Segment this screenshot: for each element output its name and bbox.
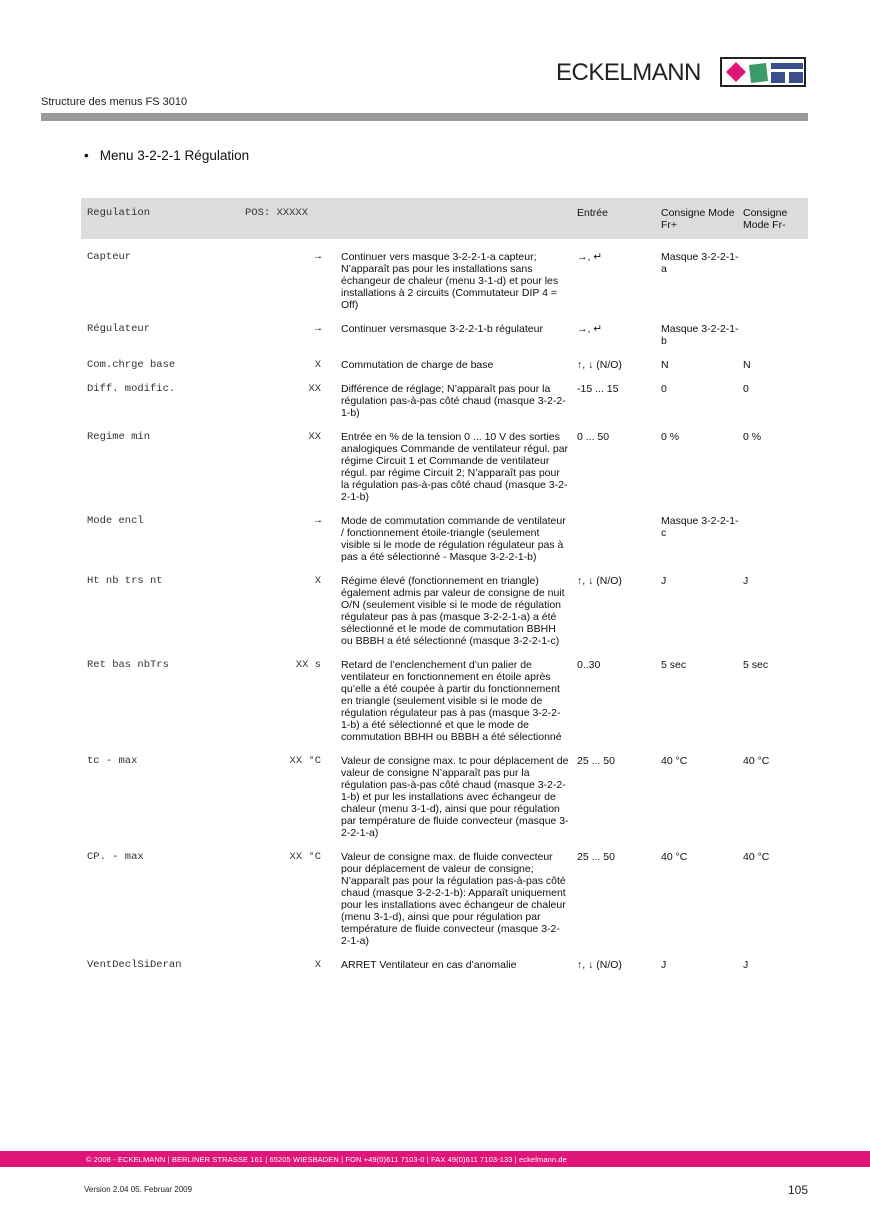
table-row (81, 647, 808, 743)
logo-squares-icon (722, 59, 806, 85)
table-row (81, 347, 808, 371)
row-name: Capteur (87, 251, 132, 263)
header-input: Entrée (577, 198, 661, 239)
row-frminus (743, 311, 808, 347)
header-pos: POS: XXXXX (237, 198, 329, 239)
row-unit: X (314, 959, 321, 971)
header-frminus: Consigne Mode Fr- (743, 198, 808, 239)
row-input: ↑, ↓ (N/O) (577, 575, 622, 587)
table-row (81, 371, 808, 419)
row-frplus: 40 °C (661, 755, 688, 767)
row-frplus: 5 sec (661, 659, 687, 671)
row-input: 25 ... 50 (577, 755, 615, 767)
table-row (81, 239, 808, 311)
row-name: Ht nb trs nt (87, 575, 163, 587)
row-description: ARRET Ventilateur en cas d’anomalie (341, 959, 517, 971)
row-frminus (743, 503, 808, 563)
section-heading (84, 148, 249, 163)
row-frminus: N (743, 359, 751, 371)
row-frplus: Masque 3-2-2-1-c (661, 515, 739, 539)
row-frminus (743, 239, 808, 311)
row-description: Différence de réglage; N’apparaît pas pour la régulation pas-à-pas côté chaud (masque 3-2-2-1-b) (341, 383, 566, 419)
section-title: Menu 3-2-2-1 Régulation (99, 148, 250, 163)
row-input: ↑, ↓ (N/O) (577, 959, 622, 971)
row-unit: X (314, 575, 321, 587)
row-frminus: 5 sec (743, 659, 769, 671)
row-frminus: 0 (743, 383, 749, 395)
row-input: 0 ... 50 (577, 431, 610, 443)
version-info: Version 2.04 05. Februar 2009 (84, 1185, 193, 1194)
row-name: Com.chrge base (87, 359, 176, 371)
table-row (81, 947, 808, 971)
row-description: Commutation de charge de base (341, 359, 494, 371)
row-frplus: 40 °C (661, 851, 688, 863)
footer-address: © 2008 - ECKELMANN | BERLINER STRASSE 161 | 65205 WIESBADEN | FON +49(0)611 7103-0 | FAX 49(0)611 7103-133 | eckelmann.de (86, 1155, 567, 1164)
row-frplus: Masque 3-2-2-1-a (661, 251, 739, 275)
row-description: Continuer versmasque 3-2-2-1-b régulateur (341, 323, 543, 335)
table-body (81, 239, 808, 971)
row-description: Retard de l’enclenchement d’un palier de ventilateur en fonctionnement en étoile après qu’elle a été coupée à partir du fonctionnement en triangle (seulement visible si le mode de régulation régulateur pas à pas (masque 3-2-2-1-b) a été sélectionné et que le mode de commutation BBHH ou BBBH a été sélectionné (341, 659, 562, 743)
menu-table (81, 198, 808, 971)
row-name: Mode encl (87, 515, 144, 527)
row-unit: XX °C (289, 755, 321, 767)
row-input: 25 ... 50 (577, 851, 615, 863)
row-frplus: Masque 3-2-2-1-b (661, 323, 739, 347)
header-desc (329, 198, 577, 239)
row-unit: → (314, 323, 321, 335)
table-row (81, 311, 808, 347)
row-name: VentDeclSiDeran (87, 959, 182, 971)
row-unit: XX (308, 383, 321, 395)
header-name: Regulation (81, 198, 237, 239)
page-header-title: Structure des menus FS 3010 (41, 96, 188, 108)
row-frminus: J (743, 959, 749, 971)
row-name: Diff. modific. (87, 383, 176, 395)
table-row (81, 743, 808, 839)
row-description: Valeur de consigne max. de fluide convecteur pour déplacement de valeur de consigne; N’apparaît pas pour la régulation pas-à-pas côté chaud (masque 3-2-2-1-b): Apparaît uniquement pour les installations avec échangeur de chaleur (menu 3-1-d), ainsi que pour régulation par température de fluide convecteur (masque 3-2-2-1-a) (341, 851, 566, 947)
row-unit: XX °C (289, 851, 321, 863)
row-frplus: 0 % (661, 431, 680, 443)
row-frplus: J (661, 575, 667, 587)
eckelmann-logo (556, 57, 701, 89)
table-row (81, 503, 808, 563)
row-input: 0..30 (577, 659, 601, 671)
row-frplus: J (661, 959, 667, 971)
row-name: tc - max (87, 755, 138, 767)
row-unit: X (314, 359, 321, 371)
row-description: Valeur de consigne max. tc pour déplacement de valeur de consigne N’apparaît pas pur la régulation pas-à-pas côté chaud (masque 3-2-2-1-b) et pur les installations avec échangeur de chaleur (menu 3-1-d), ainsi que pour régulation par température de fluide convecteur (masque 3-2-2-1-a) (341, 755, 569, 839)
table-row (81, 419, 808, 503)
row-name: CP. - max (87, 851, 144, 863)
bullet: • (84, 148, 89, 163)
row-frminus: 0 % (743, 431, 762, 443)
row-unit: → (314, 515, 321, 527)
row-description: Continuer vers masque 3-2-2-1-a capteur; N’apparaît pas pour les installations sans échangeur de chaleur (menu 3-1-d) et pour les installations à 2 circuits (Commutateur DIP 4 = Off) (341, 251, 559, 311)
row-input: →, ↵ (577, 323, 603, 335)
row-frminus: 40 °C (743, 755, 770, 767)
row-unit: XX (308, 431, 321, 443)
logo-text: ECKELMANN (556, 59, 701, 86)
row-input: ↑, ↓ (N/O) (577, 359, 622, 371)
row-input: -15 ... 15 (577, 383, 619, 395)
row-frplus: 0 (661, 383, 667, 395)
row-input: →, ↵ (577, 251, 603, 263)
header-rule (41, 113, 808, 121)
row-description: Entrée en % de la tension 0 ... 10 V des sorties analogiques Commande de ventilateur régul. par régime Circuit 1 et Commande de ventilateur régul. par régime Circuit 2; N’apparaît pas pour la régulation pas-à-pas côté chaud (masque 3-2-2-1-b) (341, 431, 569, 503)
table-row (81, 839, 808, 947)
row-name: Régulateur (87, 323, 151, 335)
row-description: Régime élevé (fonctionnement en triangle) également admis par valeur de consigne de nuit O/N (seulement visible si le mode de régulation régulateur pas à pas (masque 3-2-2-1-a) a été sélectionné et le mode de commutation BBHH ou BBBH a été sélectionné (masque 3-2-2-1-c) (341, 575, 565, 647)
row-frplus: N (661, 359, 669, 371)
table-header-row (81, 198, 808, 239)
header-frplus: Consigne Mode Fr+ (661, 198, 743, 239)
row-frminus: 40 °C (743, 851, 770, 863)
page-number: 105 (787, 1183, 808, 1197)
row-unit: → (314, 251, 321, 263)
table-row (81, 563, 808, 647)
row-description: Mode de commutation commande de ventilateur / fonctionnement étoile-triangle (seulement visible si le mode de régulation régulateur pas à pas a été sélectionné - Masque 3-2-2-1-b) (341, 515, 566, 563)
row-input (577, 503, 661, 563)
row-frminus: J (743, 575, 749, 587)
row-name: Regime min (87, 431, 151, 443)
row-name: Ret bas nbTrs (87, 659, 169, 671)
row-unit: XX s (295, 659, 321, 671)
